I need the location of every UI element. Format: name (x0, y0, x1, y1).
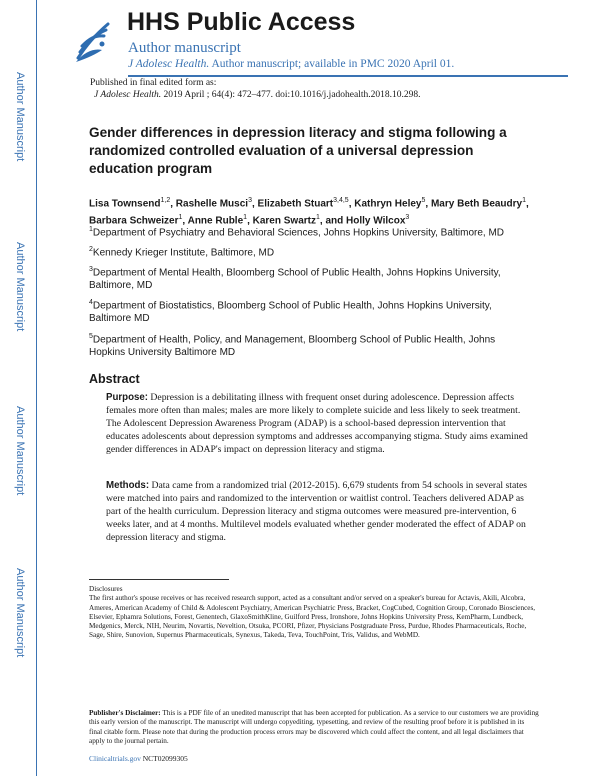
header-journal: J Adolesc Health. (128, 58, 210, 70)
header-citation (128, 58, 454, 70)
author-affil-ref: 1 (243, 214, 248, 222)
author-affil-ref: 3 (248, 197, 252, 204)
disclosures-text: The first author's spouse receives or has received research support, acted as a consultant and/or served on a speaker's bureau for Actavis, Akili, Alcobra, Ameres, American Academy of Child & Adolescent Psychiatry, American Psychiatric Press, Bracket, CogCubed, Cognition Group, Coronado Biosciences, Elsevier, Ephamra Solutions, Forest, Genentech, GlaxoSmithKline, Guilford Press, Ironshore, Johns Hopkins University Press, KemPharm, Lundbeck, Medgenics, Merck, NIH, Neurim, Novartis, Neveltion, Otsuka, PCORI, Pfizer, Physicians Postgraduate Press, Purdue, Rhodes Pharmaceuticals, Roche, Sage, Shire, Sunovion, Supernus Pharmaceuticals, Synexus, Takeda, Teva, TouchPoint, Tris, Validus, and WebMD. (89, 594, 536, 640)
clinicaltrials-link[interactable]: Clinicaltrials.gov (89, 754, 141, 763)
affiliation-text: Kennedy Krieger Institute, Baltimore, MD (92, 247, 275, 259)
author-list: Lisa Townsend$^{1,2}$, Rashelle Musci$^3$, Elizabeth Stuart$^{3,4,5}$, Kathryn Heley$^5$, Mary Beth Beaudry$^1$, Barbara Schweizer$^1$, Anne Ruble$^1$, Karen Swartz$^1$, and Holly Wilcox$^3$ (89, 197, 529, 227)
author-manuscript-subtitle: Author manuscript (128, 40, 241, 56)
affiliation (89, 223, 529, 239)
publisher-disclaimer-text: This is a PDF file of an unedited manuscript that has been accepted for publication. As a service to our customers we are providing this early version of the manuscript. The manuscript will undergo copyediting, typesetting, and review of the resulting proof before it is published in its final citable form. Please note that during the production process errors may be discovered which could affect the content, and all legal disclaimers that apply to the journal pertain. (89, 709, 539, 745)
published-info (90, 77, 421, 101)
methods-label: Methods: (106, 480, 150, 491)
purpose-text: Depression is a debilitating illness with frequent onset during adolescence. Depression affects females more often than males; males are more likely to complete suicide and less likely to seek treatment. The Adolescent Depression Awareness Program (ADAP) is a school-based depression intervention that educates adolescents about depression symptoms and addresses accompanying stigma. Study aims examined gender differences in ADAP's impact on depression literacy and stigma. (106, 392, 528, 455)
disclosures (89, 585, 539, 641)
author-affil-ref: 5 (421, 197, 426, 204)
affiliation-text: Department of Biostatistics, Bloomberg School of Public Health, Johns Hopkins University, Baltimore MD (89, 300, 492, 325)
author-name: Holly Wilcox (346, 215, 406, 227)
author-name: Anne Ruble (187, 215, 244, 227)
author-name: Lisa Townsend (89, 198, 161, 210)
affiliation-number: 3 (89, 266, 93, 273)
hhs-public-access-title: HHS Public Access (127, 8, 356, 36)
published-citation (90, 89, 421, 101)
purpose-label: Purpose: (106, 392, 148, 403)
author-name: Mary Beth Beaudry (430, 198, 523, 210)
author-affil-ref: 3,4,5 (333, 197, 349, 204)
affiliation (89, 330, 529, 359)
affiliation-number: 5 (89, 333, 93, 340)
footnote-rule (89, 579, 229, 580)
affiliation (89, 263, 529, 292)
hhs-eagle-icon (72, 18, 114, 64)
affiliation (89, 243, 529, 259)
affiliation-text: Department of Mental Health, Bloomberg School of Public Health, Johns Hopkins University, Baltimore, MD (89, 267, 501, 292)
author-affil-ref: 1,2 (160, 197, 171, 204)
affiliation-number: 1 (89, 226, 93, 233)
publisher-disclaimer (89, 709, 539, 746)
trial-id: NCT02099305 (140, 754, 188, 763)
affiliation-number: 2 (89, 246, 93, 253)
author-affil-ref: 1 (178, 214, 183, 222)
disclosures-label: Disclosures (89, 585, 123, 593)
affiliation-number: 4 (89, 299, 93, 306)
affiliation-text: Department of Psychiatry and Behavioral Sciences, Johns Hopkins University, Baltimore, MD (92, 227, 504, 239)
author-name: Elizabeth Stuart (257, 198, 334, 210)
published-label: Published in final edited form as: (90, 78, 217, 88)
author-name: Karen Swartz (252, 215, 316, 227)
author-name: Rashelle Musci (175, 198, 249, 210)
affiliation (89, 296, 529, 325)
sidebar-author-manuscript-4: Author Manuscript (14, 568, 26, 658)
published-journal: J Adolesc Health. (94, 90, 162, 100)
author-affil-ref: 3 (405, 214, 410, 222)
header-availability: Author manuscript; available in PMC 2020 April 01. (209, 58, 455, 70)
article-title: Gender differences in depression literacy and stigma following a randomized controlled evaluation of a universal depression education program (89, 125, 507, 176)
sidebar-author-manuscript-3: Author Manuscript (14, 406, 26, 496)
author-name: Barbara Schweizer (89, 215, 179, 227)
abstract-methods (106, 479, 532, 544)
sidebar-author-manuscript-1: Author Manuscript (14, 72, 26, 162)
sidebar-author-manuscript-2: Author Manuscript (14, 242, 26, 332)
publisher-disclaimer-label: Publisher's Disclaimer: (89, 709, 161, 717)
author-affil-ref: 1 (522, 197, 527, 204)
abstract-purpose (106, 391, 532, 456)
published-details: 2019 April ; 64(4): 472–477. doi:10.1016/j.jadohealth.2018.10.298. (161, 90, 421, 100)
abstract-heading: Abstract (89, 372, 140, 386)
author-name: Kathryn Heley (354, 198, 422, 210)
trial-registration (89, 754, 188, 763)
author-affil-ref: 1 (315, 214, 320, 222)
affiliation-text: Department of Health, Policy, and Management, Bloomberg School of Public Health, Johns Hopkins University Baltimore MD (89, 334, 496, 359)
sidebar-rule (36, 0, 37, 776)
methods-text: Data came from a randomized trial (2012-2015). 6,679 students from 54 schools in several states were matched into pairs and randomized to the intervention or waitlist control. Teachers delivered ADAP as part of the health curriculum. Depression literacy and stigma outcomes were measured pre-intervention, 6 weeks later, and at 4 months. Multilevel models evaluated whether gender moderated the effect of ADAP on depression literacy and stigma. (106, 480, 528, 543)
